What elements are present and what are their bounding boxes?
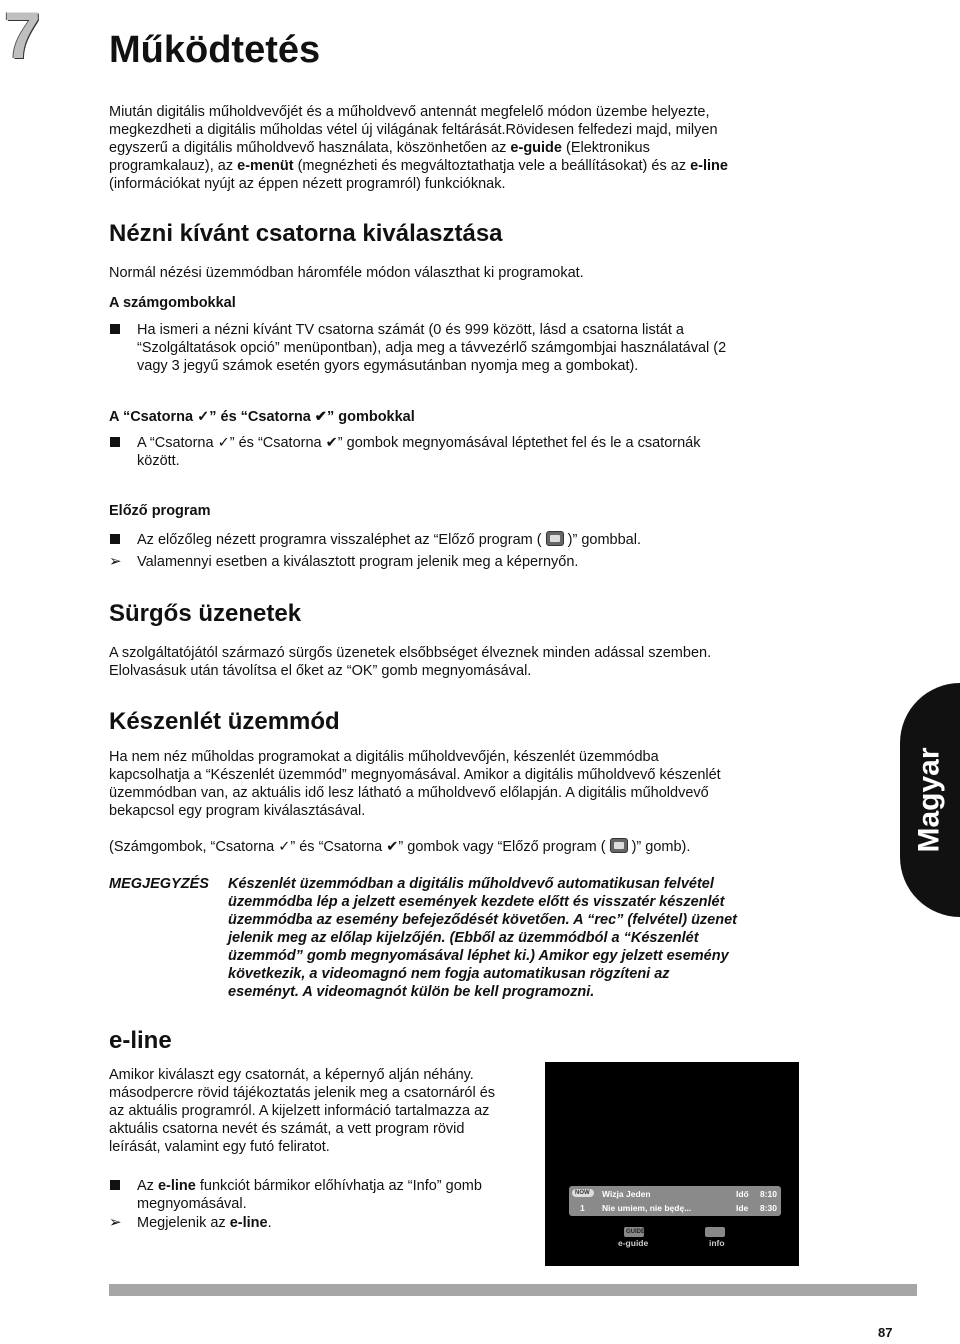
osd-label: Idő — [736, 1189, 749, 1199]
section-text: (Számgombok, “Csatorna ✓” és “Csatorna ✔” gombok vagy “Előző program ( )” gomb). — [109, 839, 691, 855]
footer-bar — [109, 1284, 917, 1296]
arrow-text: Valamennyi esetben a kiválasztott program jelenik meg a képernyőn. — [137, 554, 579, 570]
bullet-icon — [110, 1180, 120, 1190]
bullet-line: vagy 3 jegyű számok esetén gyors egymásutánban nyomja meg a gombokat). — [137, 358, 639, 374]
note-line: következik, a videomagnó nem fogja automatikusan rögzíteni az — [228, 966, 670, 982]
section-title-channel-select: Nézni kívánt csatorna kiválasztása — [109, 220, 503, 247]
section-text: Normál nézési üzemmódban háromféle módon választhat ki programokat. — [109, 265, 584, 281]
bullet-line: “Szolgáltatások opció” menüpontban), adja meg a távvezérlő számgombjai használatával (2 — [137, 340, 727, 356]
text-line: aktuális csatorna nevét és számát, a vett program rövid — [109, 1121, 465, 1137]
subsection-title: A számgombokkal — [109, 295, 236, 311]
intro-line: (információkat nyújt az éppen nézett programról) funkcióknak. — [109, 176, 506, 192]
osd-button-e-guide: e-guide — [618, 1238, 649, 1248]
intro-line: egyszerű a digitális műholdvevő használata, köszönhetően az e-guide (Elektronikus — [109, 140, 650, 156]
text-line: kapcsolhatja a “Készenlét üzemmód” megnyomásával. Amikor a digitális műholdvevő készenlét — [109, 767, 721, 783]
text-line: üzemmódban van, az aktuális idő lesz látható a műholdvevő előlapján. A digitális műholdvevő — [109, 785, 709, 801]
intro-line: megkezdheti a digitális műholdas vétel új világának feltárását.Rövidesen felfedezi majd, milyen — [109, 122, 718, 138]
subsection-title: Előző program — [109, 503, 211, 519]
arrow-icon: ➢ — [109, 1214, 122, 1231]
osd-time: 8:30 — [760, 1203, 778, 1213]
bullet-icon — [110, 437, 120, 447]
bullet-icon — [110, 324, 120, 334]
bullet-line: megnyomásával. — [137, 1196, 247, 1212]
bullet-line: A “Csatorna ✓” és “Csatorna ✔” gombok megnyomásával léptethet fel és le a csatornák — [137, 435, 701, 451]
note-line: üzemmódba az esemény befejeződését követően. A “rec” (felvétel) üzenet — [228, 912, 738, 928]
note-line: üzemmód” gomb megnyomásával léphet ki.) Amikor egy jelzett esemény — [228, 948, 729, 964]
chapter-number: 7 — [4, 0, 39, 72]
arrow-icon: ➢ — [109, 553, 122, 570]
osd-channel-number: 1 — [580, 1203, 585, 1213]
bullet-line: Az e-line funkciót bármikor előhívhatja az “Info” gomb — [137, 1178, 482, 1194]
section-title-standby: Készenlét üzemmód — [109, 708, 340, 735]
previous-program-button-icon — [546, 531, 564, 546]
text-line: Amikor kiválaszt egy csatornát, a képernyő alján néhány. — [109, 1067, 474, 1083]
subsection-title: A “Csatorna ✓” és “Csatorna ✔” gombokkal — [109, 409, 415, 425]
note-text — [228, 875, 788, 1001]
bullet-icon — [110, 534, 120, 544]
osd-channel-name: Wizja Jeden — [602, 1189, 651, 1199]
text-line: Ha nem néz műholdas programokat a digitális műholdvevőjén, készenlét üzemmódba — [109, 749, 659, 765]
note-line: eseményt. A videomagnót külön be kell programozni. — [228, 984, 595, 1000]
osd-time: 8:10 — [760, 1189, 778, 1199]
previous-program-button-icon — [610, 838, 628, 853]
bullet-line: Ha ismeri a nézni kívánt TV csatorna számát (0 és 999 között, lásd a csatorna listát a — [137, 322, 684, 338]
section-title-urgent-messages: Sürgős üzenetek — [109, 600, 302, 627]
bullet-text — [137, 321, 857, 375]
intro-line: programkalauz), az e-menüt (megnézheti és megváltoztathatja vele a beállításokat) és az e-line — [109, 158, 728, 174]
note-label: MEGJEGYZÉS — [109, 876, 209, 892]
section-text — [109, 748, 869, 820]
text-line: A szolgáltatójától származó sürgős üzenetek elsőbbséget élveznek minden adással szemben. — [109, 645, 712, 661]
page-number: 87 — [878, 1325, 893, 1340]
bullet-text: Az előzőleg nézett programra visszaléphet az “Előző program ( )” gombbal. — [137, 532, 641, 548]
section-text — [109, 644, 869, 680]
language-tab-label-wrap — [900, 683, 960, 917]
section-text — [109, 1066, 539, 1156]
osd-program: Nie umiem, nie będę... — [602, 1203, 692, 1213]
tv-screen-image — [545, 1062, 799, 1266]
text-line: az aktuális programról. A kijelzett információ tartalmazza az — [109, 1103, 490, 1119]
logo-text: NOW — [575, 1190, 590, 1196]
text-line: Elolvasásuk után távolítsa el őket az “OK” gomb megnyomásával. — [109, 663, 532, 679]
note-line: Készenlét üzemmódban a digitális műholdvevő automatikusan felvétel — [228, 876, 714, 892]
bullet-text — [137, 434, 857, 470]
bullet-line: között. — [137, 453, 180, 469]
bullet-text — [137, 1177, 537, 1213]
info-button-icon — [705, 1227, 725, 1237]
note-line: üzemmódba lép a jelzett események kezdete előtt és visszatér készenlét — [228, 894, 725, 910]
arrow-text: Megjelenik az e-line. — [137, 1215, 272, 1231]
note-line: jelenik meg az előlap kijelzőjén. (Ebből az üzemmódból a “Készenlét — [228, 930, 699, 946]
osd-label: Ide — [736, 1203, 749, 1213]
intro-line: Miután digitális műholdvevőjét és a műholdvevő antennát megfelelő módon üzembe helyezte, — [109, 104, 710, 120]
osd-button-info: info — [709, 1238, 725, 1248]
language-tab-label: Magyar — [913, 747, 947, 853]
text-line: leírását, valamint egy futó feliratot. — [109, 1139, 330, 1155]
section-title-e-line: e-line — [109, 1027, 172, 1054]
text-line: bekapcsol egy program kiválasztásával. — [109, 803, 366, 819]
intro-paragraph — [109, 103, 809, 193]
text-line: másodpercre rövid tájékoztatás jelenik meg a csatornáról és — [109, 1085, 496, 1101]
page-title: Működtetés — [109, 29, 321, 71]
guide-button-label: GUIDE — [626, 1229, 646, 1235]
